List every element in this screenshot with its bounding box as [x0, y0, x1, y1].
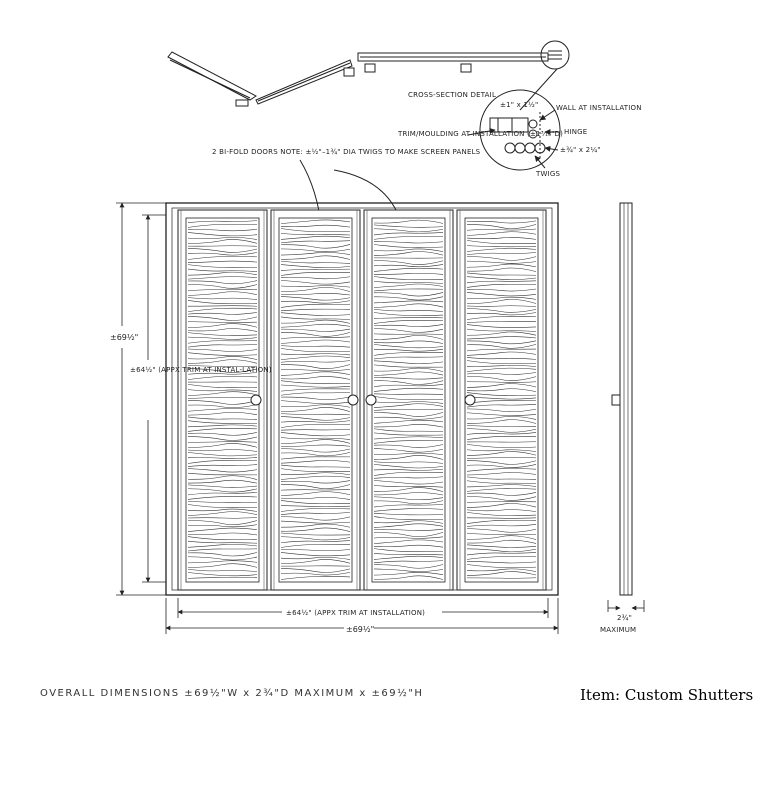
plan-view: [168, 41, 569, 110]
wall-label: WALL AT INSTALLATION: [556, 104, 642, 112]
overall-dimensions: OVERALL DIMENSIONS ±69½"W x 2¾"D MAXIMUM x ±69½"H: [40, 688, 424, 699]
twigs-label: TWIGS: [536, 170, 561, 178]
hinge-label: HINGE: [564, 128, 588, 136]
callout-size-label: ±1" x 1½": [500, 101, 539, 109]
shutter-panels: [178, 210, 546, 590]
shutter-panel: [364, 210, 453, 590]
bifold-note: 2 BI-FOLD DOORS NOTE: ±½"–1¾" DIA TWIGS TO MAKE SCREEN PANELS: [212, 148, 481, 156]
twig-size-label: ±¾" x 2¼": [560, 146, 601, 154]
cross-section-title: CROSS-SECTION DETAIL: [408, 91, 497, 99]
width-outer-label: ±69½": [346, 625, 375, 634]
shutter-panel: [271, 210, 360, 590]
width-inner-label: ±64½" (APPX TRIM AT INSTALLATION): [286, 609, 426, 617]
trim-label: TRIM/MOULDING AT INSTALLATION (±1³⁄₁₆"D): [398, 130, 564, 138]
height-inner-label: ±64½" (APPX TRIM AT INSTAL-LATION): [130, 366, 272, 374]
side-view: [608, 203, 644, 612]
height-outer-label: ±69½": [110, 333, 139, 342]
door-knob: [348, 395, 358, 405]
door-knob: [251, 395, 261, 405]
door-knob: [366, 395, 376, 405]
door-knob: [465, 395, 475, 405]
item-label: Item: Custom Shutters: [580, 686, 754, 704]
side-depth-label: 2¾": [617, 614, 633, 622]
side-depth-note: MAXIMUM: [600, 626, 637, 634]
